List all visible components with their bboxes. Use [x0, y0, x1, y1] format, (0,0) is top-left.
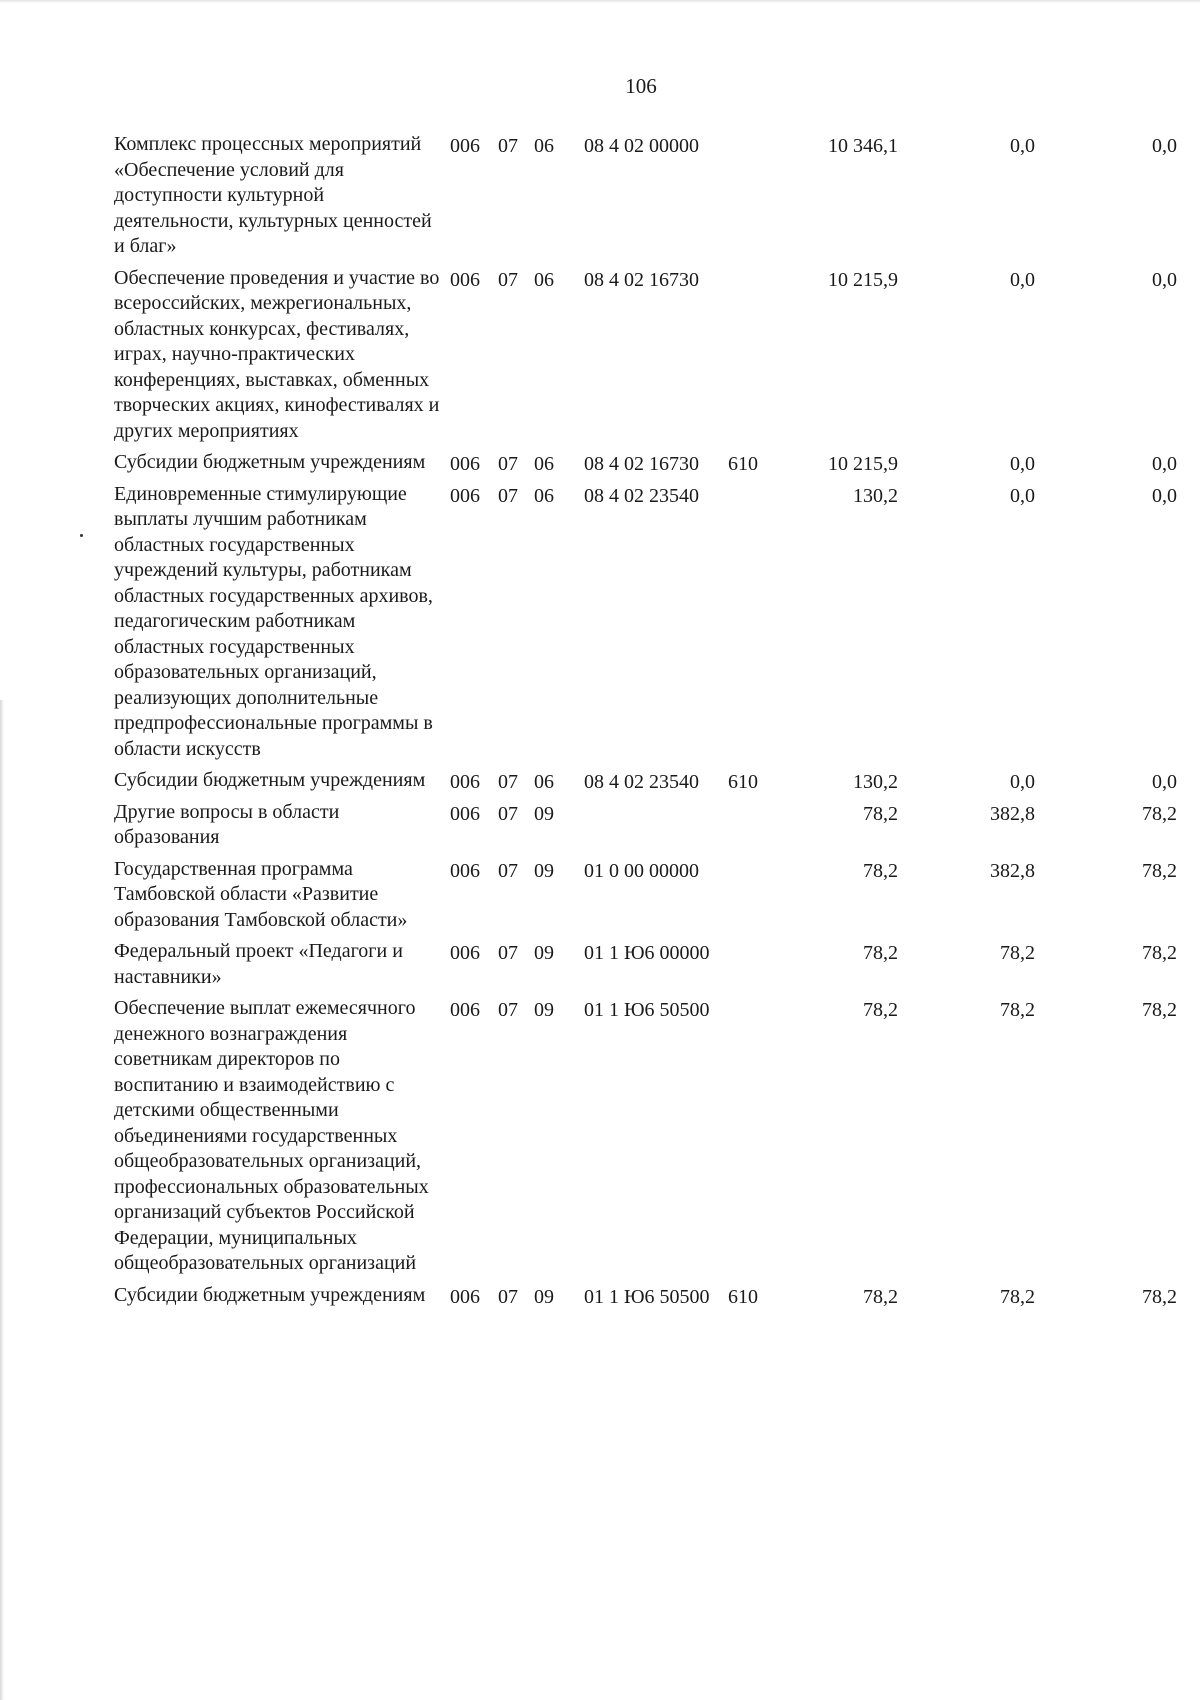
budget-table [0, 132, 1200, 1308]
table-row [0, 266, 1200, 445]
amount-year-2: 0,0 [1010, 453, 1035, 475]
row-name: Обеспечение выплат ежемесячного денежного вознаграждения советникам директоров по воспитанию и взаимодействию с детскими общественными объединениями государственных общеобразовательных организаций, профессиональных образовательных организаций субъектов Российской Федерации, муниципальных общеобразовательных организаций [114, 997, 429, 1274]
subsection-code: 09 [534, 802, 554, 825]
subsection-code: 06 [534, 268, 554, 291]
amount-year-1: 10 215,9 [828, 453, 898, 475]
table-row [0, 1283, 1200, 1309]
table-row [0, 450, 1200, 476]
ministry-code: 006 [450, 771, 480, 793]
table-row [0, 857, 1200, 934]
amount-year-1: 10 346,1 [828, 135, 898, 157]
row-name: Обеспечение проведения и участие во всероссийских, межрегиональных, областных конкурсах, фестивалях, играх, научно-практических конференциях, выставках, обменных творческих акциях, кинофестивалях и других мероприятиях [114, 266, 440, 442]
ministry-code: 006 [450, 484, 480, 507]
amount-year-2: 0,0 [1010, 484, 1035, 507]
subsection-code: 06 [534, 135, 554, 157]
target-article-code: 08 4 02 16730 [584, 268, 699, 291]
amount-year-3: 78,2 [1142, 859, 1177, 882]
subsection-code: 09 [534, 859, 554, 882]
row-name: Государственная программа Тамбовской области «Развитие образования Тамбовской области» [114, 857, 408, 931]
amount-year-1: 78,2 [863, 1285, 898, 1308]
section-code: 07 [498, 859, 518, 882]
amount-year-3: 0,0 [1152, 771, 1177, 793]
ministry-code: 006 [450, 802, 480, 825]
amount-year-1: 10 215,9 [828, 268, 898, 291]
subsection-code: 06 [534, 453, 554, 475]
section-code: 07 [498, 268, 518, 291]
subsection-code: 09 [534, 942, 554, 964]
page-number: 106 [625, 74, 657, 98]
target-article-code: 01 0 00 00000 [584, 859, 699, 882]
table-row [0, 939, 1200, 990]
target-article-code: 01 1 Ю6 50500 [584, 1285, 710, 1308]
ministry-code: 006 [450, 859, 480, 882]
amount-year-2: 0,0 [1010, 771, 1035, 793]
target-article-code: 08 4 02 23540 [584, 771, 699, 793]
amount-year-2: 382,8 [990, 802, 1035, 825]
subsection-code: 09 [534, 1285, 554, 1308]
row-name: Федеральный проект «Педагоги и наставники» [114, 940, 403, 988]
ministry-code: 006 [450, 453, 480, 475]
amount-year-2: 0,0 [1010, 268, 1035, 291]
section-code: 07 [498, 1285, 518, 1308]
amount-year-3: 0,0 [1152, 453, 1177, 475]
row-name: Комплекс процессных мероприятий «Обеспечение условий для доступности культурной деятельности, культурных ценностей и благ» [114, 133, 432, 257]
subsection-code: 09 [534, 999, 554, 1021]
amount-year-2: 78,2 [1000, 942, 1035, 964]
scan-top-edge [0, 0, 1200, 3]
table-row [0, 482, 1200, 763]
amount-year-2: 78,2 [1000, 999, 1035, 1021]
amount-year-1: 78,2 [863, 942, 898, 964]
expense-kind-code: 610 [728, 453, 758, 475]
amount-year-1: 130,2 [853, 771, 898, 793]
amount-year-3: 78,2 [1142, 802, 1177, 825]
subsection-code: 06 [534, 484, 554, 507]
amount-year-1: 78,2 [863, 859, 898, 882]
section-code: 07 [498, 802, 518, 825]
section-code: 07 [498, 135, 518, 157]
subsection-code: 06 [534, 771, 554, 793]
ministry-code: 006 [450, 999, 480, 1021]
table-row [0, 996, 1200, 1277]
section-code: 07 [498, 942, 518, 964]
table-row [0, 800, 1200, 851]
amount-year-1: 130,2 [853, 484, 898, 507]
row-name: Субсидии бюджетным учреждениям [114, 769, 426, 791]
amount-year-2: 78,2 [1000, 1285, 1035, 1308]
row-name: Субсидии бюджетным учреждениям [114, 451, 426, 473]
table-row [0, 132, 1200, 260]
ministry-code: 006 [450, 135, 480, 157]
row-name: Субсидии бюджетным учреждениям [114, 1283, 426, 1306]
amount-year-3: 0,0 [1152, 268, 1177, 291]
target-article-code: 08 4 02 23540 [584, 484, 699, 507]
amount-year-3: 78,2 [1142, 999, 1177, 1021]
section-code: 07 [498, 771, 518, 793]
ministry-code: 006 [450, 1285, 480, 1308]
ministry-code: 006 [450, 942, 480, 964]
amount-year-1: 78,2 [863, 802, 898, 825]
expense-kind-code: 610 [728, 1285, 758, 1308]
amount-year-3: 0,0 [1152, 135, 1177, 157]
section-code: 07 [498, 999, 518, 1021]
amount-year-2: 382,8 [990, 859, 1035, 882]
expense-kind-code: 610 [728, 771, 758, 793]
section-code: 07 [498, 453, 518, 475]
amount-year-2: 0,0 [1010, 135, 1035, 157]
target-article-code: 08 4 02 16730 [584, 453, 699, 475]
target-article-code: 08 4 02 00000 [584, 135, 699, 157]
amount-year-3: 78,2 [1142, 942, 1177, 964]
amount-year-3: 0,0 [1152, 484, 1177, 507]
row-name: Единовременные стимулирующие выплаты лучшим работникам областных государственных учреждений культуры, работникам областных государственных архивов, педагогическим работникам областных государственных образовательных организаций, реализующих дополнительные предпрофессиональные программы в области искусств [114, 482, 433, 760]
section-code: 07 [498, 484, 518, 507]
amount-year-1: 78,2 [863, 999, 898, 1021]
row-name: Другие вопросы в области образования [114, 800, 340, 848]
target-article-code: 01 1 Ю6 00000 [584, 942, 710, 964]
target-article-code: 01 1 Ю6 50500 [584, 999, 710, 1021]
table-row [0, 768, 1200, 794]
ministry-code: 006 [450, 268, 480, 291]
amount-year-3: 78,2 [1142, 1285, 1177, 1308]
